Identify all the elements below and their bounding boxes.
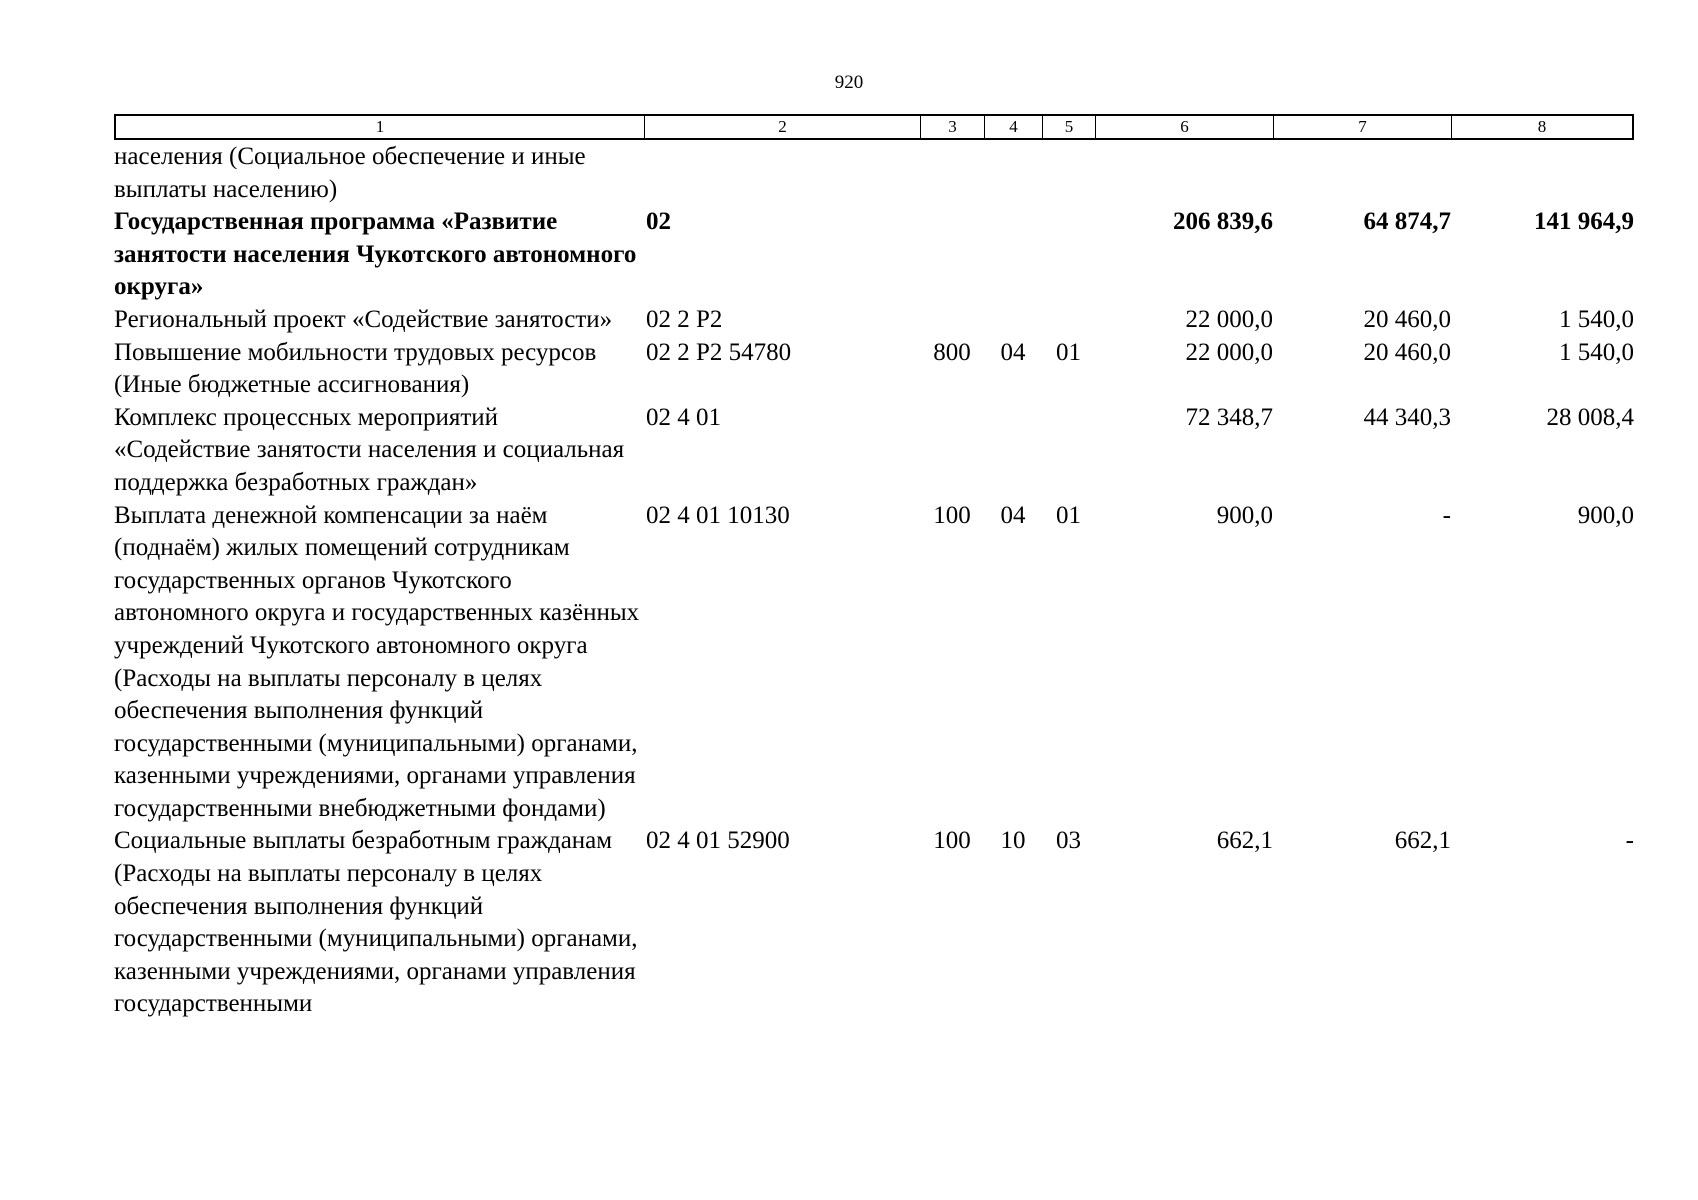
cell-value-8: [1451, 141, 1634, 206]
cell-code-5: 01: [1056, 501, 1081, 529]
header-col-6: 6: [1096, 116, 1274, 138]
table-row: [114, 337, 1634, 402]
cell-code-5: 03: [1056, 827, 1081, 855]
header-col-5: 5: [1043, 116, 1096, 138]
cell-value-7: 662,1: [1394, 827, 1451, 855]
cell-name: Государственная программа «Развитие занятости населения Чукотского автономного округа»: [114, 208, 637, 301]
cell-code: 02 4 01 52900: [646, 827, 790, 855]
cell-code: 02: [646, 208, 671, 236]
header-col-1: 1: [116, 116, 645, 138]
cell-code-4: 04: [1000, 501, 1026, 529]
cell-value-8: 1 540,0: [1559, 305, 1634, 333]
header-col-2: 2: [645, 116, 921, 138]
cell-value-7: 20 460,0: [1363, 338, 1451, 366]
table-row: [114, 141, 1634, 206]
cell-value-6: 900,0: [1216, 501, 1273, 529]
cell-value-6: 22 000,0: [1185, 338, 1273, 366]
header-col-4: 4: [985, 116, 1043, 138]
header-col-8: 8: [1537, 117, 1547, 136]
cell-value-8: 28 008,4: [1546, 403, 1634, 431]
cell-code-4: [984, 141, 1042, 206]
table-row: [114, 402, 1634, 500]
cell-name: Региональный проект «Содействие занятости»: [114, 305, 613, 333]
cell-code-3: 800: [933, 338, 971, 366]
cell-code-4: 04: [1000, 338, 1026, 366]
cell-value-6: 22 000,0: [1185, 305, 1273, 333]
cell-name: Выплата денежной компенсации за наём (поднаём) жилых помещений сотрудникам государственных органов Чукотского автономного округа и государственных казённых учреждений Чукотского автономного округа (Расходы на выплаты персоналу в целях обеспечения выполнения функций государственными (муниципальными) органами, казенными учреждениями, органами управления государственными внебюджетными фондами): [114, 501, 640, 822]
cell-value-7: [1273, 141, 1451, 206]
cell-code: 02 4 01 10130: [646, 501, 790, 529]
cell-code-3: 100: [933, 827, 971, 855]
cell-value-8: 1 540,0: [1559, 338, 1634, 366]
cell-name: Повышение мобильности трудовых ресурсов (Иные бюджетные ассигнования): [114, 338, 597, 399]
cell-value-6: 206 839,6: [1173, 208, 1273, 236]
table-row: [114, 304, 1634, 337]
cell-value-8: 900,0: [1577, 501, 1634, 529]
cell-code-4: 10: [1000, 827, 1026, 855]
cell-code-4: [984, 304, 1042, 337]
cell-code: 02 4 01: [646, 403, 721, 431]
cell-value-8: -: [1625, 827, 1634, 855]
cell-name: Социальные выплаты безработным гражданам (Расходы на выплаты персоналу в целях обеспечения выполнения функций государственными (муниципальными) органами, казенными учреждениями, органами управления государственными: [114, 827, 638, 1018]
cell-code-3: [920, 206, 984, 304]
cell-code-5: [1042, 141, 1095, 206]
cell-value-7: 64 874,7: [1363, 208, 1451, 236]
cell-code-5: 01: [1056, 338, 1081, 366]
cell-code: 02 2 P2: [646, 305, 723, 333]
cell-code-4: [984, 206, 1042, 304]
header-col-3: 3: [921, 116, 985, 138]
table-row: [114, 825, 1634, 1021]
table-row: [114, 206, 1634, 304]
cell-value-6: 72 348,7: [1185, 403, 1273, 431]
cell-code-3: [920, 304, 984, 337]
cell-value-7: -: [1442, 501, 1451, 529]
cell-code-5: [1042, 402, 1095, 500]
cell-code: 02 2 P2 54780: [646, 338, 792, 366]
page-number: 920: [834, 72, 864, 93]
cell-value-6: [1095, 141, 1273, 206]
cell-name: населения (Социальное обеспечение и иные выплаты населению): [114, 143, 586, 203]
header-col-7: 7: [1274, 116, 1452, 138]
table-body: [114, 141, 1634, 1021]
table-row: [114, 500, 1634, 826]
cell-value-8: 141 964,9: [1534, 208, 1634, 236]
table-header-row: [114, 114, 1634, 140]
cell-value-6: 662,1: [1216, 827, 1273, 855]
cell-code-3: [920, 402, 984, 500]
cell-code-3: [920, 141, 984, 206]
cell-value-7: 20 460,0: [1363, 305, 1451, 333]
cell-code-3: 100: [933, 501, 971, 529]
cell-code: [644, 141, 920, 206]
cell-code-5: [1042, 206, 1095, 304]
cell-name: Комплекс процессных мероприятий «Содействие занятости населения и социальная поддержка безработных граждан»: [114, 403, 625, 496]
cell-value-7: 44 340,3: [1363, 403, 1451, 431]
cell-code-5: [1042, 304, 1095, 337]
cell-code-4: [984, 402, 1042, 500]
